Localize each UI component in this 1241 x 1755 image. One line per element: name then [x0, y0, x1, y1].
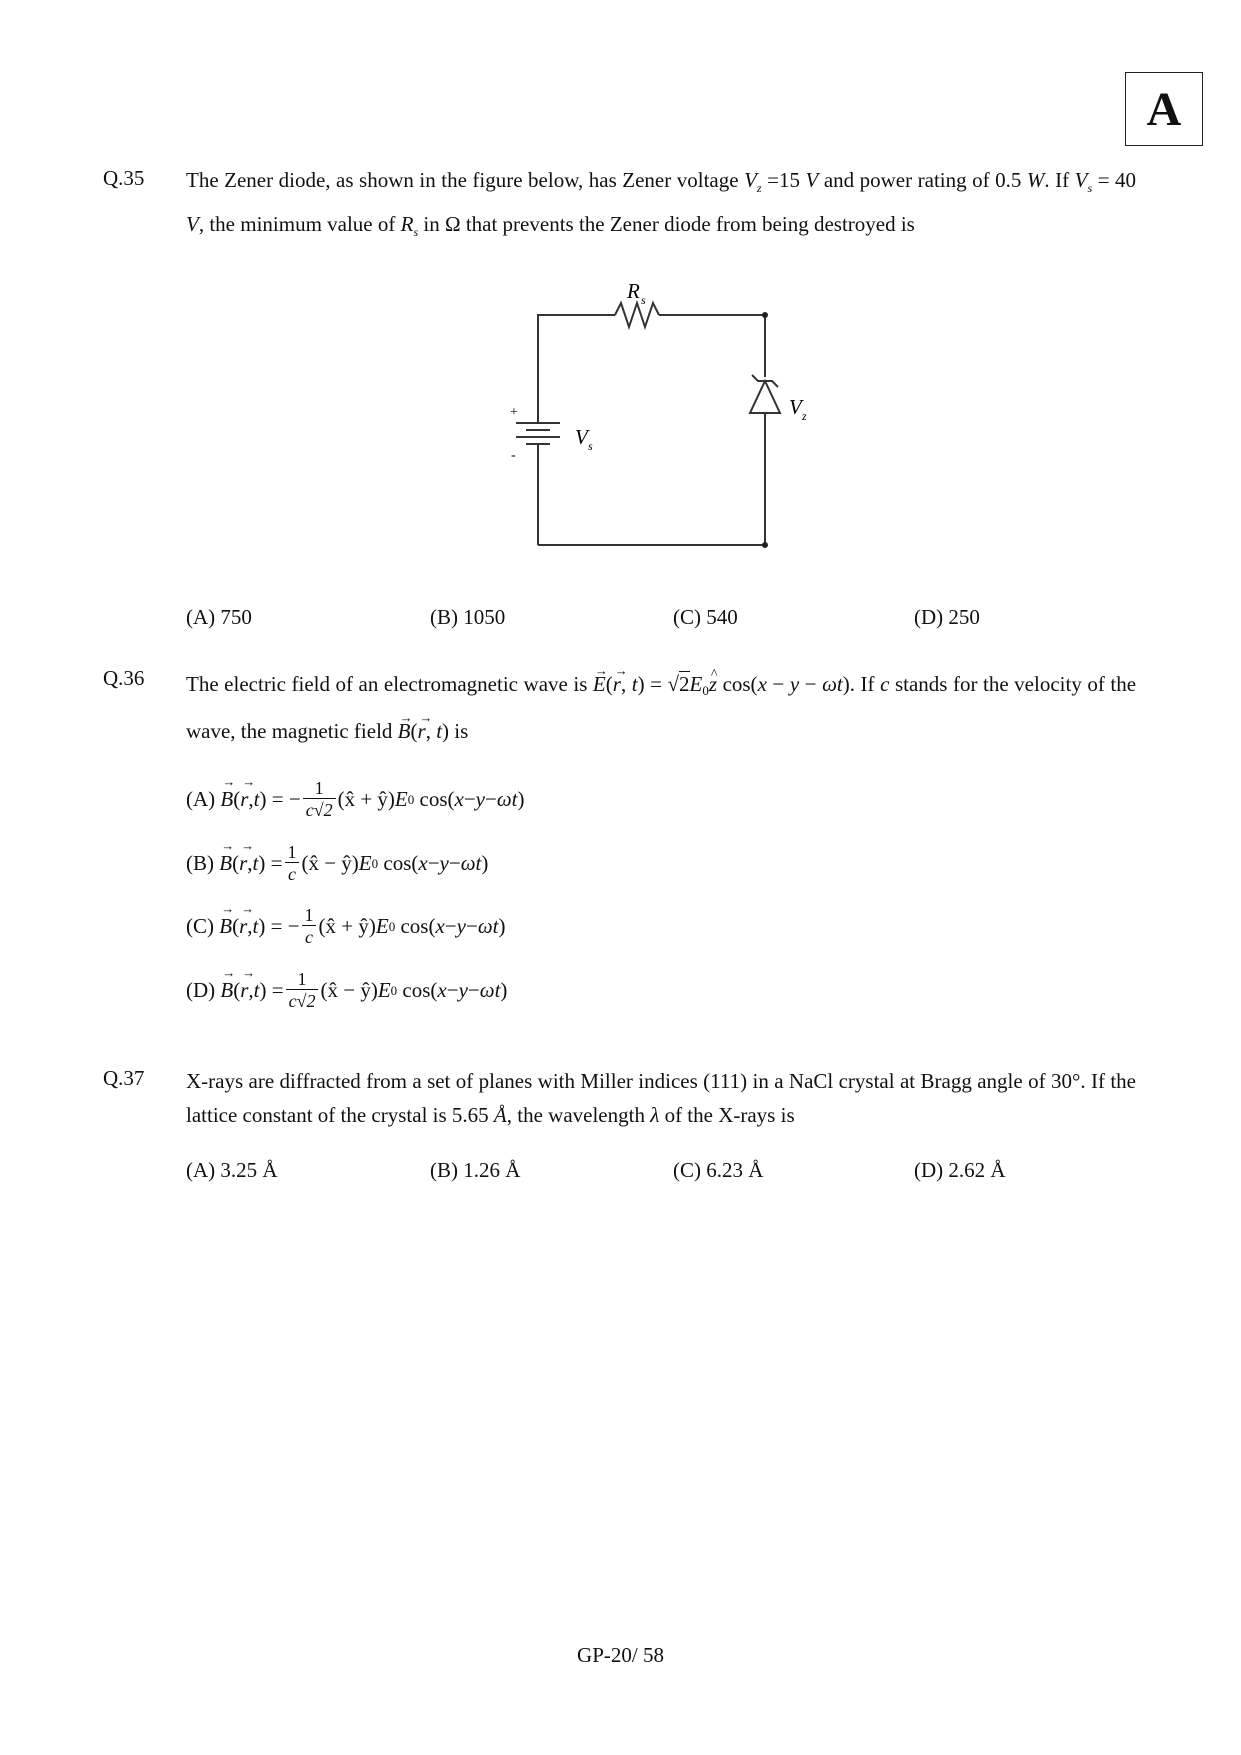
q35-option-c[interactable]: (C) 540	[673, 605, 738, 629]
q36-text-part: is	[454, 719, 469, 743]
q36-text-part: . If	[849, 672, 875, 696]
q35-text-part: and power rating of 0.5	[823, 168, 1022, 192]
direction-vector: (x̂ + ŷ)	[318, 914, 376, 938]
option-sign: = −	[271, 787, 301, 811]
q37-text-part: in a NaCl crystal at Bragg angle of 30°. If the lattice constant of the crystal is	[186, 1069, 1137, 1127]
q37-option-d[interactable]: (D) 2.62 Å	[914, 1158, 1006, 1182]
q35-text-part: The Zener diode, as shown in the figure below, has Zener voltage	[186, 168, 739, 192]
q35-text-part: . If	[1044, 168, 1070, 192]
question-37-text: X-rays are diffracted from a set of planes with Miller indices (111) in a NaCl crystal at Bragg angle of 30°. If the lattice constant of the crystal is 5.65 Å, the wavelength λ of the X-rays is	[186, 1069, 1137, 1127]
answer-set-label: A	[1125, 72, 1203, 146]
q35-option-a[interactable]: (A) 750	[186, 605, 252, 629]
option-label: (A)	[186, 787, 216, 811]
option-label: (B)	[186, 851, 214, 875]
fraction-denominator: c√2	[303, 798, 336, 821]
option-sign: =	[270, 851, 283, 875]
option-sign: =	[271, 978, 284, 1002]
vz-subscript: z	[802, 409, 807, 423]
zener-circuit-diagram	[490, 280, 830, 560]
option-label: (D)	[186, 978, 216, 1002]
miller-indices: (111)	[703, 1069, 748, 1093]
direction-vector: (x̂ − ŷ)	[301, 851, 359, 875]
q36-option-b[interactable]: (B) → B ( → r , t ) = $\frac{1}{c}$ (x̂ − ŷ) E 0 cos( x − y − ωt )	[186, 842, 488, 885]
q37-option-a[interactable]: (A) 3.25 Å	[186, 1158, 278, 1182]
battery-minus-sign: -	[511, 448, 516, 463]
question-35-text: The Zener diode, as shown in the figure below, has Zener voltage $V_z =15$ V and power rating of 0.5 W. If $V_s = 40$ V, the minimum value of $R_s$ in Ω that prevents the Zener diode from being destroyed is	[186, 168, 1137, 239]
q35-vz-value: =15	[767, 168, 800, 192]
fraction-denominator: c	[285, 862, 299, 885]
electric-field-expression: → E(→ r, $t) = √2E_0\^{}$ z cos(x − y − ωt)	[593, 672, 850, 696]
question-number-37: Q.37	[103, 1066, 145, 1090]
q37-option-c[interactable]: (C) 6.23 Å	[673, 1158, 764, 1182]
q36-text-part: stands for the velocity of the wave, the magnetic field	[186, 672, 1137, 743]
q37-option-b[interactable]: (B) 1.26 Å	[430, 1158, 521, 1182]
question-number-36: Q.36	[103, 666, 145, 690]
q35-option-d[interactable]: (D) 250	[914, 605, 980, 629]
q35-text-part: in Ω that prevents the Zener diode from being destroyed is	[423, 212, 915, 236]
q36-option-c[interactable]: (C) → B ( → r , t ) = − $\frac{1}{c}$ (x̂ + ŷ) E 0 cos( x − y − ωt )	[186, 905, 505, 948]
top-wire	[538, 315, 615, 337]
q36-option-a[interactable]: (A) → B ( → r , t ) = − $\frac{1}{c√2}$ (x̂ + ŷ) E 0 cos( x − y − ωt )	[186, 778, 525, 821]
question-number-35: Q.35	[103, 166, 145, 190]
node-dot	[762, 312, 768, 318]
question-36-text: The electric field of an electromagnetic wave is → E(→ r, $t) = √2E_0\^{}$ z cos(x − y − ωt). If c stands for the velocity of the wave, the magnetic field → B(→ r, t) is	[186, 664, 1136, 751]
rs-subscript: s	[641, 293, 646, 307]
q37-text-part: X-rays are diffracted from a set of planes with Miller indices	[186, 1069, 698, 1093]
q37-text-part: , the wavelength	[506, 1103, 645, 1127]
q36-option-d[interactable]: (D) → B ( → r , t ) = $\frac{1}{c√2}$ (x̂ − ŷ) E 0 cos( x − y − ωt )	[186, 969, 507, 1012]
battery-plus-sign: +	[510, 405, 518, 420]
page-footer: GP-20/ 58	[577, 1643, 664, 1667]
q35-option-b[interactable]: (B) 1050	[430, 605, 506, 629]
q37-text-part: of the X-rays is	[664, 1103, 795, 1127]
vs-label: V	[575, 425, 588, 449]
lattice-constant-value: 5.65	[451, 1103, 489, 1127]
fraction-denominator: c√2	[286, 989, 319, 1012]
vs-subscript: s	[588, 439, 593, 453]
vz-label: V	[789, 395, 802, 419]
node-dot	[762, 542, 768, 548]
direction-vector: (x̂ − ŷ)	[320, 978, 378, 1002]
q35-text-part: the minimum value of	[209, 212, 396, 236]
direction-vector: (x̂ + ŷ)	[337, 787, 395, 811]
option-sign: = −	[270, 914, 300, 938]
q36-text-part: The electric field of an electromagnetic wave is	[186, 672, 588, 696]
option-label: (C)	[186, 914, 214, 938]
q35-vs-value: = 40	[1097, 168, 1137, 192]
resistor	[615, 303, 659, 327]
rs-label: R	[627, 280, 640, 303]
fraction-denominator: c	[302, 925, 316, 948]
